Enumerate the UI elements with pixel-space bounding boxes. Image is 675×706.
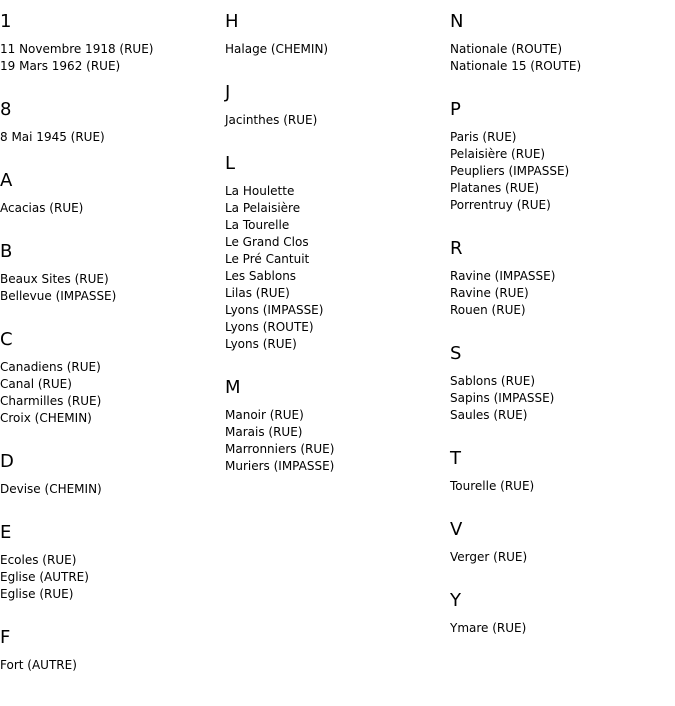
letter-heading: A (0, 170, 13, 191)
letter-group (450, 97, 675, 214)
street-link[interactable]: Ravine (RUE) (450, 286, 529, 300)
street-link[interactable]: 8 Mai 1945 (RUE) (0, 130, 105, 144)
letter-group (0, 625, 225, 674)
street-link[interactable]: Saules (RUE) (450, 408, 528, 422)
letter-group (225, 9, 450, 58)
street-link[interactable]: Sablons (RUE) (450, 374, 536, 388)
street-link[interactable]: Tourelle (RUE) (450, 479, 535, 493)
letter-group (0, 520, 225, 603)
street-link[interactable]: Eglise (RUE) (0, 587, 74, 601)
street-link[interactable]: Nationale (ROUTE) (450, 42, 563, 56)
letter-heading: V (450, 519, 463, 540)
street-link[interactable]: Devise (CHEMIN) (0, 482, 102, 496)
street-index-column (225, 9, 450, 497)
letter-heading: 8 (0, 99, 12, 120)
street-link[interactable]: Verger (RUE) (450, 550, 528, 564)
letter-heading: B (0, 241, 13, 262)
street-index-column (450, 9, 675, 659)
street-link[interactable]: Paris (RUE) (450, 130, 517, 144)
letter-group (0, 97, 225, 146)
letter-heading: F (0, 627, 11, 648)
letter-heading: J (225, 82, 231, 103)
street-link[interactable]: Marais (RUE) (225, 425, 303, 439)
street-link[interactable]: Le Grand Clos (225, 235, 309, 249)
letter-heading: S (450, 343, 462, 364)
street-link[interactable]: Fort (AUTRE) (0, 658, 77, 672)
letter-group (0, 9, 225, 75)
letter-group (0, 239, 225, 305)
street-link[interactable]: Beaux Sites (RUE) (0, 272, 109, 286)
street-link[interactable]: Muriers (IMPASSE) (225, 459, 335, 473)
letter-heading: 1 (0, 11, 12, 32)
street-link[interactable]: Ymare (RUE) (450, 621, 527, 635)
letter-heading: Y (450, 590, 461, 611)
letter-heading: R (450, 238, 463, 259)
street-index-column (0, 9, 225, 696)
letter-group (0, 449, 225, 498)
street-link[interactable]: La Pelaisière (225, 201, 301, 215)
street-link[interactable]: Porrentruy (RUE) (450, 198, 551, 212)
street-link[interactable]: Acacias (RUE) (0, 201, 84, 215)
street-link[interactable]: Platanes (RUE) (450, 181, 540, 195)
letter-heading: M (225, 377, 241, 398)
street-link[interactable]: Halage (CHEMIN) (225, 42, 329, 56)
letter-group (450, 588, 675, 637)
letter-heading: D (0, 451, 14, 472)
letter-group (225, 80, 450, 129)
letter-heading: P (450, 99, 461, 120)
street-link[interactable]: Rouen (RUE) (450, 303, 526, 317)
street-link[interactable]: 19 Mars 1962 (RUE) (0, 59, 121, 73)
street-link[interactable]: Eglise (AUTRE) (0, 570, 89, 584)
street-link[interactable]: Lyons (RUE) (225, 337, 297, 351)
street-link[interactable]: 11 Novembre 1918 (RUE) (0, 42, 154, 56)
letter-group (225, 375, 450, 475)
street-link[interactable]: Lyons (IMPASSE) (225, 303, 324, 317)
street-link[interactable]: Ravine (IMPASSE) (450, 269, 556, 283)
letter-group (450, 341, 675, 424)
letter-heading: L (225, 153, 236, 174)
letter-group (225, 151, 450, 353)
street-link[interactable]: Croix (CHEMIN) (0, 411, 92, 425)
letter-group (450, 517, 675, 566)
letter-group (0, 327, 225, 427)
street-link[interactable]: Charmilles (RUE) (0, 394, 102, 408)
street-link[interactable]: La Houlette (225, 184, 295, 198)
letter-heading: N (450, 11, 464, 32)
street-link[interactable]: La Tourelle (225, 218, 290, 232)
letter-heading: E (0, 522, 12, 543)
letter-heading: T (450, 448, 461, 469)
street-link[interactable]: Pelaisière (RUE) (450, 147, 546, 161)
street-link[interactable]: Le Pré Cantuit (225, 252, 310, 266)
letter-group (450, 446, 675, 495)
street-link[interactable]: Canadiens (RUE) (0, 360, 101, 374)
street-link[interactable]: Jacinthes (RUE) (225, 113, 318, 127)
letter-group (450, 236, 675, 319)
letter-group (0, 168, 225, 217)
street-link[interactable]: Sapins (IMPASSE) (450, 391, 555, 405)
street-link[interactable]: Nationale 15 (ROUTE) (450, 59, 582, 73)
letter-group (450, 9, 675, 75)
street-link[interactable]: Canal (RUE) (0, 377, 72, 391)
street-link[interactable]: Lyons (ROUTE) (225, 320, 314, 334)
street-link[interactable]: Manoir (RUE) (225, 408, 304, 422)
street-link[interactable]: Ecoles (RUE) (0, 553, 77, 567)
street-link[interactable]: Peupliers (IMPASSE) (450, 164, 570, 178)
street-link[interactable]: Les Sablons (225, 269, 297, 283)
street-link[interactable]: Lilas (RUE) (225, 286, 290, 300)
street-link[interactable]: Marronniers (RUE) (225, 442, 335, 456)
letter-heading: H (225, 11, 239, 32)
street-link[interactable]: Bellevue (IMPASSE) (0, 289, 117, 303)
letter-heading: C (0, 329, 13, 350)
